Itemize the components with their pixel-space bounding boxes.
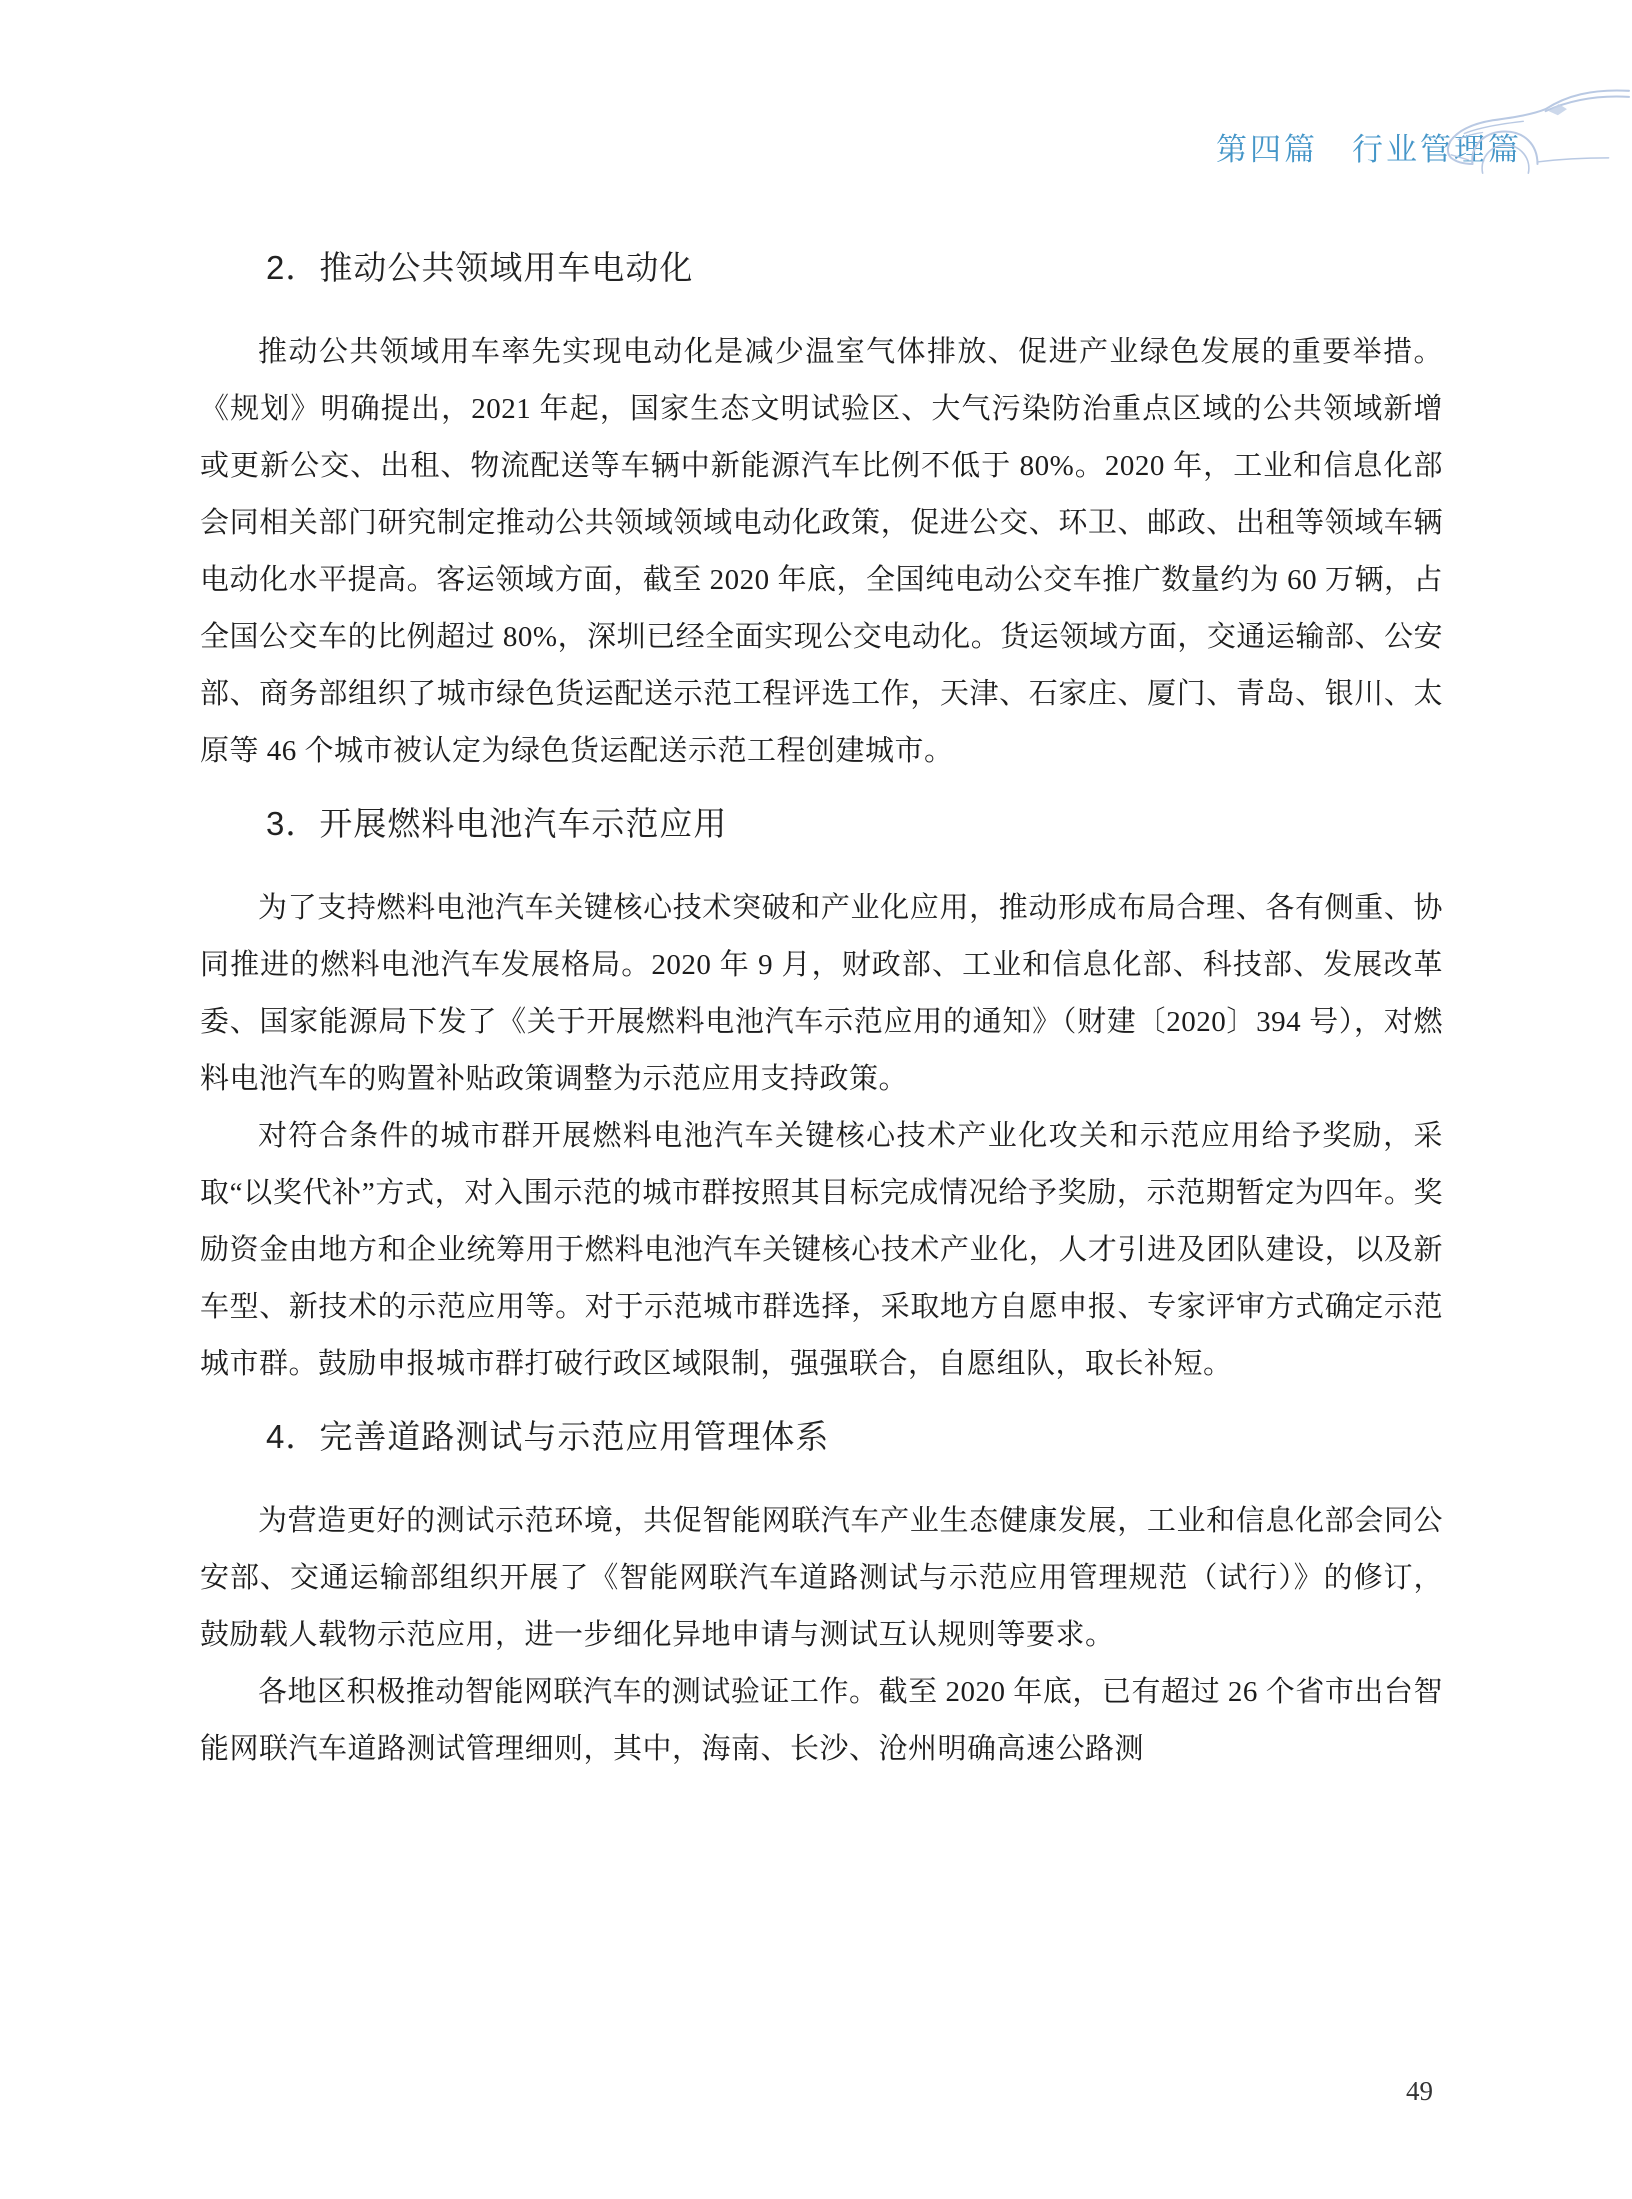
section-heading-3: 3．开展燃料电池汽车示范应用 <box>266 805 728 842</box>
paragraph: 各地区积极推动智能网联汽车的测试验证工作。截至 2020 年底，已有超过 26 个省市出台智能网联汽车道路测试管理细则，其中，海南、长沙、沧州明确高速公路测 <box>200 1676 1443 1765</box>
section-heading-4: 4．完善道路测试与示范应用管理体系 <box>266 1418 830 1455</box>
paragraph: 对符合条件的城市群开展燃料电池汽车关键核心技术产业化攻关和示范应用给予奖励，采取“以奖代补”方式，对入围示范的城市群按照其目标完成情况给予奖励，示范期暂定为四年。奖励资金由地方和企业统筹用于燃料电池汽车关键核心技术产业化，人才引进及团队建设，以及新车型、新技术的示范应用等。对于示范城市群选择，采取地方自愿申报、专家评审方式确定示范城市群。鼓励申报城市群打破行政区域限制，强强联合，自愿组队，取长补短。 <box>200 1120 1443 1380</box>
paragraph: 为了支持燃料电池汽车关键核心技术突破和产业化应用，推动形成布局合理、各有侧重、协同推进的燃料电池汽车发展格局。2020 年 9 月，财政部、工业和信息化部、科技部、发展改革委、国家能源局下发了《关于开展燃料电池汽车示范应用的通知》（财建〔2020〕394 号），对燃料电池汽车的购置补贴政策调整为示范应用支持政策。 <box>200 892 1443 1095</box>
car-sketch-icon <box>1444 80 1632 188</box>
paragraph: 推动公共领域用车率先实现电动化是减少温室气体排放、促进产业绿色发展的重要举措。《规划》明确提出，2021 年起，国家生态文明试验区、大气污染防治重点区域的公共领域新增或更新公交、出租、物流配送等车辆中新能源汽车比例不低于 80%。2020 年，工业和信息化部会同相关部门研究制定推动公共领域领域电动化政策，促进公交、环卫、邮政、出租等领域车辆电动化水平提高。客运领域方面，截至 2020 年底，全国纯电动公交车推广数量约为 60 万辆，占全国公交车的比例超过 80%，深圳已经全面实现公交电动化。货运领域方面，交通运输部、公安部、商务部组织了城市绿色货运配送示范工程评选工作，天津、石家庄、厦门、青岛、银川、太原等 46 个城市被认定为绿色货运配送示范工程创建城市。 <box>200 336 1443 767</box>
page-header <box>0 0 1632 200</box>
section-heading-2: 2．推动公共领域用车电动化 <box>266 249 694 286</box>
paragraph: 为营造更好的测试示范环境，共促智能网联汽车产业生态健康发展，工业和信息化部会同公安部、交通运输部组织开展了《智能网联汽车道路测试与示范应用管理规范（试行）》的修订，鼓励载人载物示范应用，进一步细化异地申请与测试互认规则等要求。 <box>200 1505 1443 1651</box>
section-part-label: 第四篇 行业管理篇 <box>1216 132 1522 167</box>
document-body <box>200 246 1443 1778</box>
page-number: 49 <box>1406 2076 1433 2106</box>
